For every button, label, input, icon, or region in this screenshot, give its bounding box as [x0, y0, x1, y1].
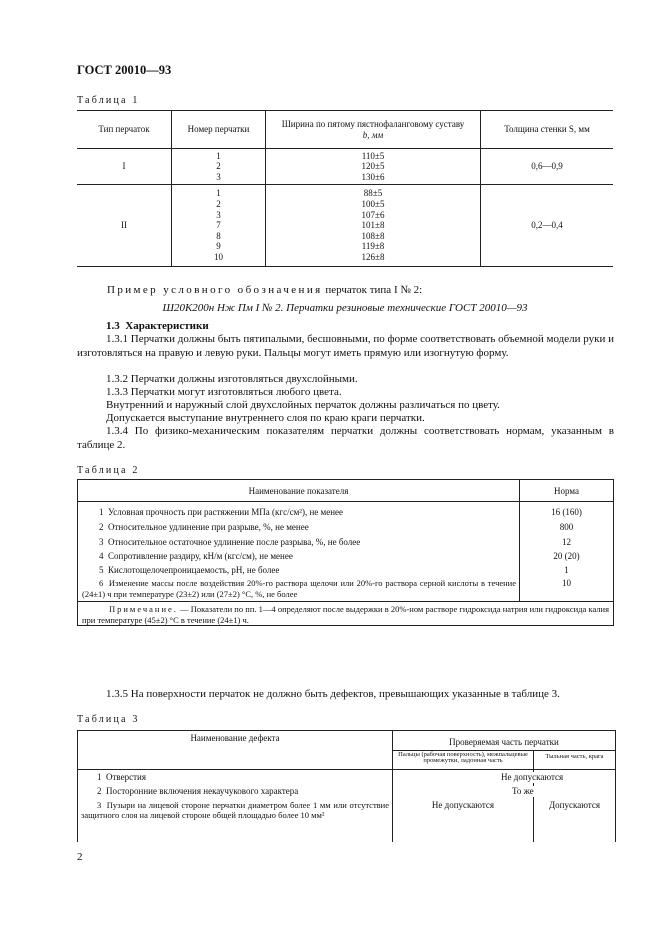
t1-head-number: Номер перчатки: [172, 111, 266, 149]
example-heading: [107, 284, 422, 298]
t3-sub-fingers: Пальцы (рабочая поверхность), межпальцевые промежутки, ладонная часть: [398, 751, 528, 764]
t2-row: [99, 537, 517, 548]
t3-num: 1: [97, 772, 102, 782]
example-title-rest: перчаток типа I № 2:: [322, 284, 423, 296]
table3: [77, 730, 616, 842]
t1-width: 126±8: [361, 251, 385, 262]
t3-value-merged: Не допускаются: [501, 772, 601, 783]
t1-num: 3: [216, 209, 221, 220]
t3-row: [81, 800, 389, 820]
t1-numbers-i: [172, 149, 266, 185]
t2-row: [99, 507, 517, 518]
t2-note: [82, 604, 609, 625]
example-designation: Ш20К200н Нж Пм I № 2. Перчатки резиновые технические ГОСТ 20010—93: [162, 302, 528, 314]
t2-name: Относительное удлинение при разрыве, %, не менее: [108, 522, 309, 532]
para-133: 1.3.3 Перчатки могут изготовляться любого цвета.: [106, 386, 342, 398]
t2-value: 20 (20): [553, 551, 580, 561]
t1-num: 8: [216, 230, 221, 241]
table2-caption: Таблица 2: [77, 465, 140, 476]
t1-type-i: I: [77, 149, 172, 185]
t2-num: 5: [99, 565, 104, 575]
t2-value: 10: [562, 578, 571, 588]
t3-num: 3: [97, 800, 102, 810]
para-134b: Допускается выступание внутреннего слоя по краю краги перчатки.: [106, 412, 425, 424]
t2-hline: [78, 601, 613, 602]
t1-group-row: [77, 149, 613, 185]
t2-row: [99, 522, 517, 533]
t1-width: 130±6: [361, 171, 385, 182]
t1-num: 10: [214, 251, 223, 262]
t3-name: Пузыри на лицевой стороне перчатки диаметром более 1 мм или отсутствие защитного слоя на лицевой стороне общей площадью более 10 мм²: [81, 800, 389, 820]
t1-width: 119±8: [361, 241, 385, 252]
t2-row: [99, 565, 517, 576]
t1-width: 88±5: [363, 188, 383, 199]
t2-value: 16 (160): [551, 507, 582, 517]
t3-vline: [533, 751, 534, 769]
t1-group-row: [77, 185, 613, 267]
page-number: 2: [77, 851, 83, 863]
t2-hline: [78, 501, 613, 502]
section-heading-text: Характеристики: [125, 320, 209, 332]
t2-value: 1: [564, 565, 569, 575]
para-134a: Внутренний и наружный слой двухслойных перчаток должны различаться по цвету.: [106, 399, 500, 411]
t1-width: 108±8: [361, 230, 385, 241]
t3-row: [97, 786, 391, 797]
t2-name: Кислотощелочепроницаемость, рН, не более: [108, 565, 280, 575]
t1-num: 1: [216, 150, 221, 161]
t2-value: 12: [562, 537, 571, 547]
t2-name: Условная прочность при растяжении МПа (кгс/см²), не менее: [108, 507, 344, 517]
t1-head-width-text: Ширина по пятому пястнофаланговому суставу: [281, 118, 465, 129]
document-header: ГОСТ 20010—93: [77, 63, 172, 77]
t1-num: 3: [216, 171, 221, 182]
t2-head-name: Наименование показателя: [248, 486, 349, 496]
t3-value-merged: То же: [512, 786, 572, 797]
t1-head-width-unit: b, мм: [362, 129, 384, 140]
t2-note-text: — Показатели по пп. 1—4 определяют после выдержки в 20%-ном растворе гидроксида натрия или гидроксида калия при температуре (45±2) °С в течение (24±1) ч.: [82, 604, 609, 625]
para-131: 1.3.1 Перчатки должны быть пятипалыми, бесшовными, по форме соответствовать объемной модели руки и изготовляться на правую и левую руки. Пальцы могут иметь прямую или изогнутую форму.: [77, 333, 614, 359]
t1-width: 110±5: [361, 150, 385, 161]
t2-name: Изменение массы после воздействия 20%-го раствора щелочи или 20%-го раствора серной кислоты в течение (24±1) ч при температуре (23±2) или (27±2) °С, %, не более: [82, 578, 516, 599]
t1-width: 107±6: [361, 209, 385, 220]
t2-name: Относительное остаточное удлинение после разрыва, %, не более: [108, 537, 361, 547]
t1-thickness-i: 0,6—0,9: [531, 161, 563, 172]
t2-num: 2: [99, 522, 104, 532]
t1-widths-i: [266, 149, 481, 185]
example-title-spaced: Пример условного обозначения: [107, 284, 323, 296]
section-heading-num: 1.3: [106, 320, 120, 332]
t3-row: [97, 772, 391, 783]
t1-num: 7: [216, 220, 221, 231]
table1: [77, 110, 613, 267]
section-heading: [106, 320, 209, 334]
para-135: 1.3.5 На поверхности перчаток не должно быть дефектов, превышающих указанные в таблице 3.: [106, 688, 560, 700]
t3-value-fingers: Не допускаются: [431, 800, 495, 810]
table3-caption: Таблица 3: [77, 714, 140, 725]
t2-note-label: Примечание.: [109, 604, 178, 614]
t1-type-ii: II: [77, 185, 172, 267]
t2-row: [99, 551, 517, 562]
t1-head-thickness: Толщина стенки S, мм: [504, 124, 590, 135]
t2-value: 800: [559, 522, 574, 532]
t1-num: 1: [216, 188, 221, 199]
t3-name: Посторонние включения некаучукового характера: [106, 786, 299, 796]
para-134: 1.3.4 По физико-механическим показателям перчатки должны соответствовать нормам, указанным в таблице 2.: [77, 425, 614, 451]
t2-num: 1: [99, 507, 104, 517]
t2-name: Сопротивление раздиру, кН/м (кгс/см), не менее: [108, 551, 293, 561]
t3-hline: [78, 769, 615, 770]
t1-thickness-ii: 0,2—0,4: [531, 220, 563, 231]
para-132: 1.3.2 Перчатки должны изготовляться двухслойными.: [106, 373, 358, 385]
t1-width: 100±5: [361, 199, 385, 210]
t1-head-width: [266, 111, 481, 149]
t1-numbers-ii: [172, 185, 266, 267]
t1-num: 9: [216, 241, 221, 252]
t3-sub-back: Тыльная часть, крага: [545, 753, 604, 760]
t3-num: 2: [97, 786, 102, 796]
t1-width: 120±5: [361, 161, 385, 172]
t2-head-norm: Норма: [554, 486, 579, 496]
t3-value-back: Допускаются: [549, 800, 600, 810]
t3-vline: [392, 731, 393, 842]
t2-row: [82, 578, 516, 599]
table1-caption: Таблица 1: [77, 95, 140, 106]
t1-head-type: Тип перчаток: [77, 111, 172, 149]
t1-num: 2: [216, 199, 221, 210]
table2: [77, 479, 614, 626]
t3-head-name: Наименование дефекта: [190, 733, 280, 743]
t2-num: 4: [99, 551, 104, 561]
t2-num: 3: [99, 537, 104, 547]
t1-num: 2: [216, 161, 221, 172]
t3-head-part: Проверяемая часть перчатки: [449, 737, 559, 747]
t1-width: 101±8: [361, 220, 385, 231]
t2-num: 6: [99, 578, 104, 588]
t3-name: Отверстия: [106, 772, 147, 782]
t1-widths-ii: [266, 185, 481, 267]
